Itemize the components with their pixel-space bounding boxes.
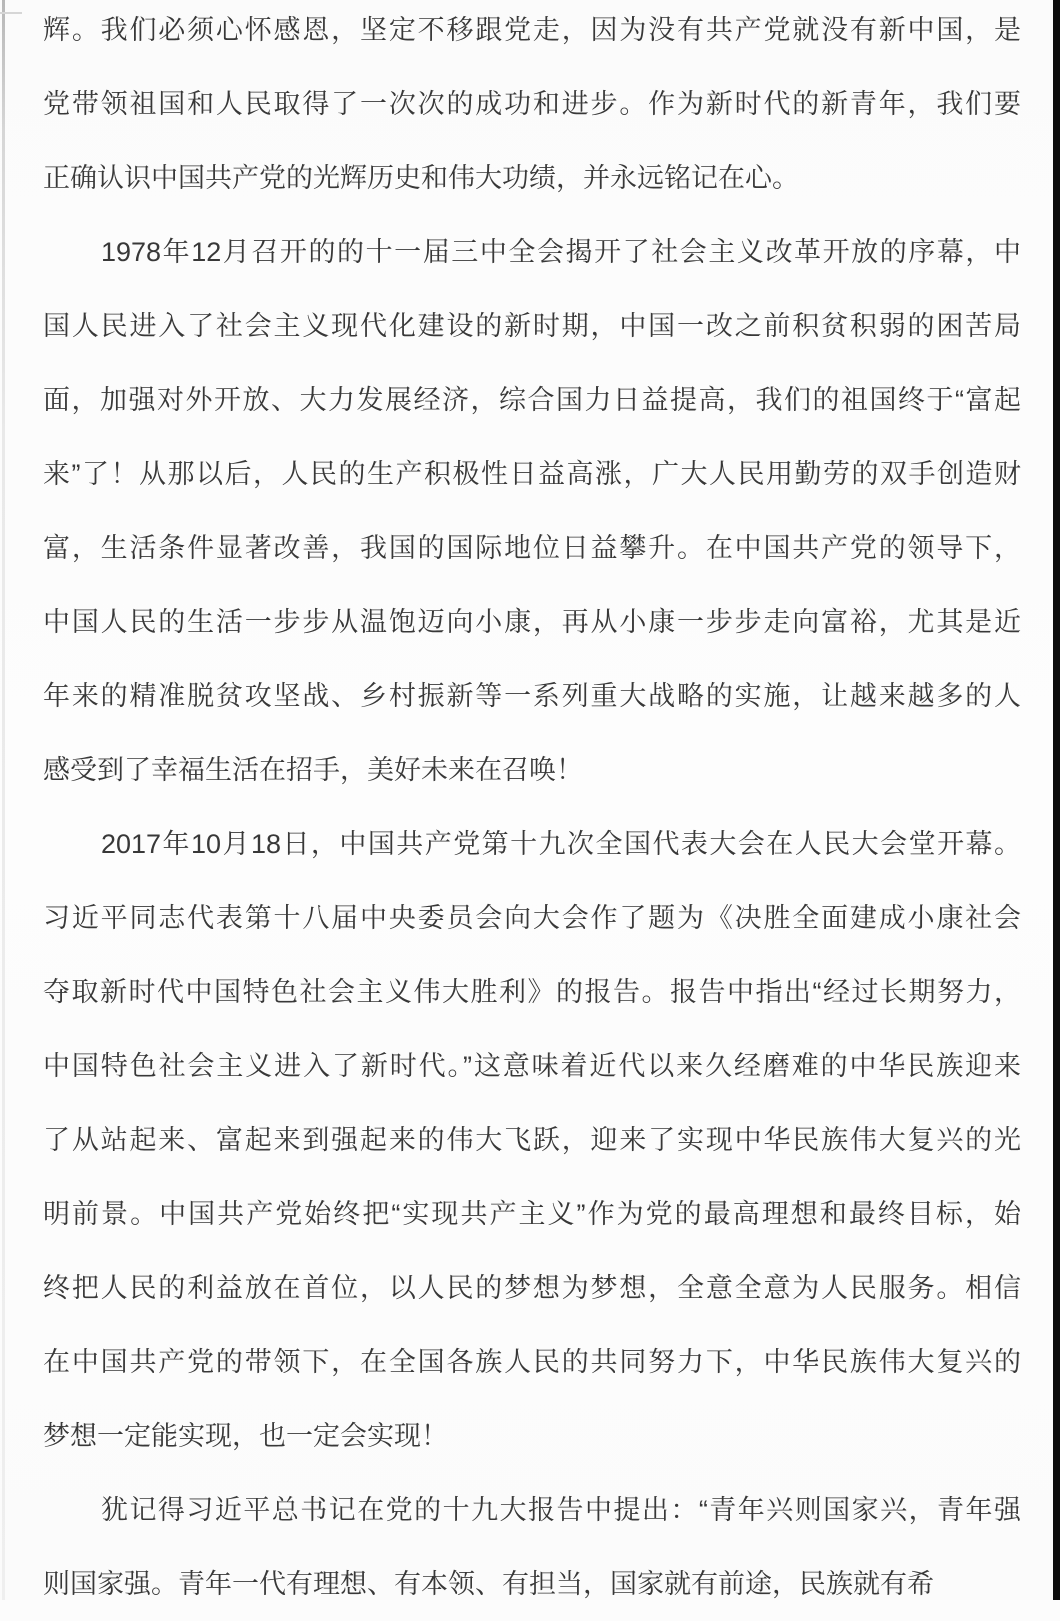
text-line: 正确认识中国共产党的光辉历史和伟大功绩，并永远铭记在心。 bbox=[43, 163, 799, 193]
document-body-text bbox=[43, 0, 1021, 1621]
photo-right-edge-bar bbox=[1053, 0, 1060, 1600]
text-line: 了从站起来、富起来到强起来的伟大飞跃，迎来了实现中华民族伟大复兴的光 bbox=[43, 1125, 1021, 1155]
text-line: 来”了！从那以后，人民的生产积极性日益高涨，广大人民用勤劳的双手创造财 bbox=[43, 459, 1021, 489]
text-line: 则国家强。青年一代有理想、有本领、有担当，国家就有前途，民族就有希 bbox=[43, 1569, 934, 1599]
text-line: 1978年12月召开的的十一届三中全会揭开了社会主义改革开放的序幕，中 bbox=[101, 237, 1021, 267]
text-line: 面，加强对外开放、大力发展经济，综合国力日益提高，我们的祖国终于“富起 bbox=[43, 385, 1021, 415]
paragraph bbox=[43, 807, 1021, 1473]
text-line: 党带领祖国和人民取得了一次次的成功和进步。作为新时代的新青年，我们要 bbox=[43, 89, 1021, 119]
text-line: 梦想一定能实现，也一定会实现！ bbox=[43, 1421, 448, 1451]
photo-left-edge-line bbox=[2, 0, 5, 1600]
text-line: 感受到了幸福生活在招手，美好未来在召唤！ bbox=[43, 755, 583, 785]
text-line: 夺取新时代中国特色社会主义伟大胜利》的报告。报告中指出“经过长期努力， bbox=[43, 977, 1021, 1007]
paragraph bbox=[43, 215, 1021, 807]
text-line: 辉。我们必须心怀感恩，坚定不移跟党走，因为没有共产党就没有新中国，是 bbox=[43, 15, 1021, 45]
text-line: 明前景。中国共产党始终把“实现共产主义”作为党的最高理想和最终目标，始 bbox=[43, 1199, 1021, 1229]
text-line: 国人民进入了社会主义现代化建设的新时期，中国一改之前积贫积弱的困苦局 bbox=[43, 311, 1021, 341]
text-line: 终把人民的利益放在首位，以人民的梦想为梦想，全意全意为人民服务。相信 bbox=[43, 1273, 1021, 1303]
text-line: 在中国共产党的带领下，在全国各族人民的共同努力下，中华民族伟大复兴的 bbox=[43, 1347, 1021, 1377]
text-line: 中国特色社会主义进入了新时代。”这意味着近代以来久经磨难的中华民族迎来 bbox=[43, 1051, 1021, 1081]
text-line: 中国人民的生活一步步从温饱迈向小康，再从小康一步步走向富裕，尤其是近 bbox=[43, 607, 1021, 637]
photo-corner-artifact bbox=[0, 12, 22, 14]
text-line: 习近平同志代表第十八届中央委员会向大会作了题为《决胜全面建成小康社会 bbox=[43, 903, 1021, 933]
text-line: 2017年10月18日，中国共产党第十九次全国代表大会在人民大会堂开幕。 bbox=[101, 829, 1021, 859]
text-line: 年来的精准脱贫攻坚战、乡村振新等一系列重大战略的实施，让越来越多的人 bbox=[43, 681, 1021, 711]
text-line: 犹记得习近平总书记在党的十九大报告中提出：“青年兴则国家兴，青年强 bbox=[101, 1495, 1021, 1525]
text-line: 富，生活条件显著改善，我国的国际地位日益攀升。在中国共产党的领导下， bbox=[43, 533, 1021, 563]
paragraph bbox=[43, 1473, 1021, 1621]
paragraph bbox=[43, 0, 1021, 215]
